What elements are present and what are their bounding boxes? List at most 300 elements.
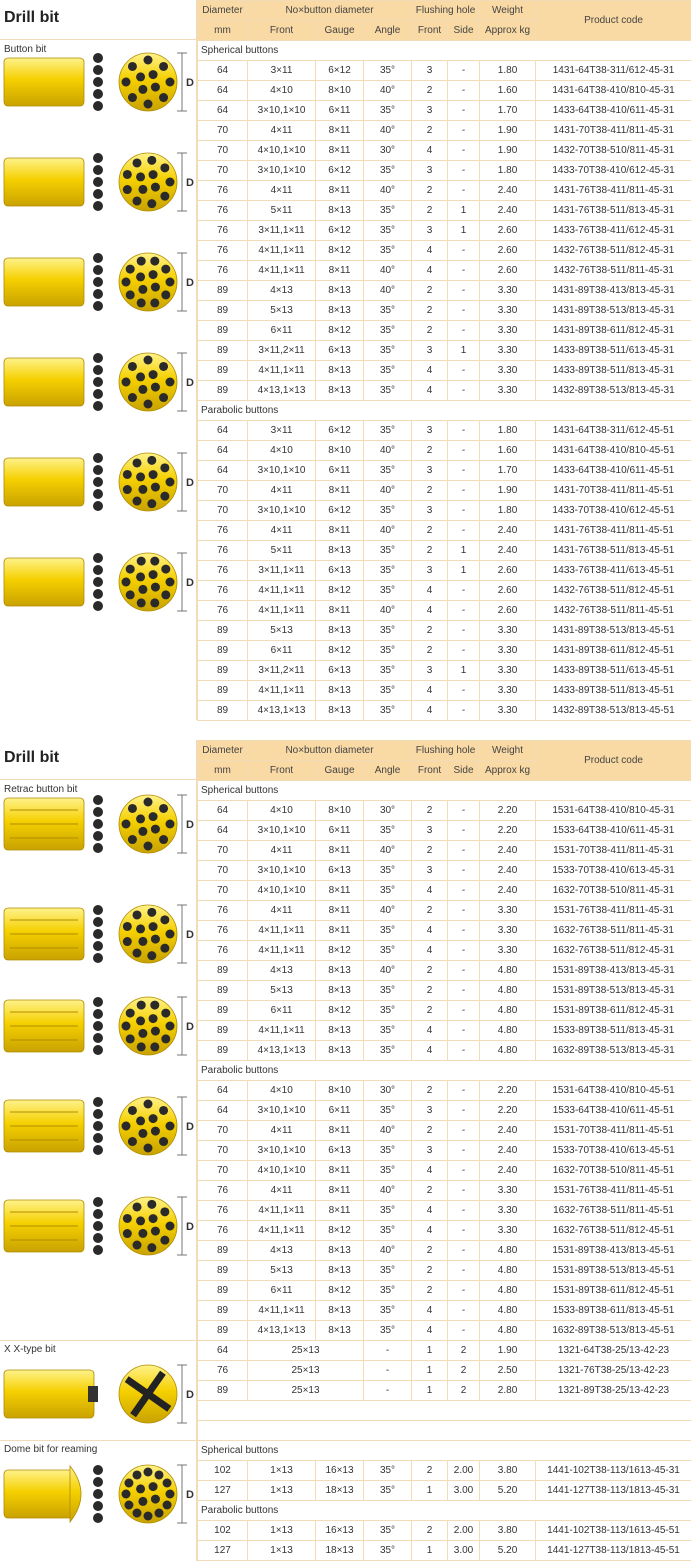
- table-row: [198, 481, 691, 501]
- cell-flush-front: 3: [412, 1101, 448, 1121]
- spec-table: [197, 0, 691, 721]
- cell-gauge: 6×11: [316, 101, 364, 121]
- cell-flush-side: 1: [448, 661, 480, 681]
- cell-diameter: 64: [198, 61, 248, 81]
- table-row: [198, 1001, 691, 1021]
- cell-product-code: 1432-76T38-511/812-45-51: [536, 581, 691, 601]
- group-label: Parabolic buttons: [198, 1501, 691, 1521]
- cell-diameter: 76: [198, 221, 248, 241]
- cell-flush-front: 2: [412, 201, 448, 221]
- cell-gauge: 16×13: [316, 1521, 364, 1541]
- cell-front: 4×11: [248, 1181, 316, 1201]
- table-row: [198, 1241, 691, 1261]
- button-bit-illustration: [0, 782, 196, 866]
- cell-gauge: 8×13: [316, 1301, 364, 1321]
- cell-gauge: 8×10: [316, 801, 364, 821]
- cell-angle: 35°: [364, 381, 412, 401]
- cell-diameter: 89: [198, 1381, 248, 1401]
- cell-diameter: 89: [198, 341, 248, 361]
- cell-front: 4×11,1×11: [248, 361, 316, 381]
- bit-label-retrac: Retrac button bit: [4, 784, 78, 795]
- header-approx-kg: Approx kg: [480, 761, 536, 781]
- cell-angle: -: [364, 1381, 412, 1401]
- cell-product-code: 1431-64T38-311/612-45-51: [536, 421, 691, 441]
- table-row: [198, 381, 691, 401]
- cell-diameter: 89: [198, 281, 248, 301]
- cell-gauge: 8×13: [316, 981, 364, 1001]
- cell-weight: 3.30: [480, 661, 536, 681]
- cell-front: 6×11: [248, 641, 316, 661]
- cell-front: 4×11: [248, 521, 316, 541]
- cell-angle: 35°: [364, 201, 412, 221]
- cell-front: 5×13: [248, 981, 316, 1001]
- cell-product-code: 1433-64T38-410/611-45-51: [536, 461, 691, 481]
- cell-gauge: 8×13: [316, 281, 364, 301]
- table-row: [198, 941, 691, 961]
- cell-angle: 35°: [364, 1201, 412, 1221]
- cell-product-code: 1432-76T38-511/812-45-31: [536, 241, 691, 261]
- cell-weight: 2.60: [480, 601, 536, 621]
- cell-front: 5×11: [248, 201, 316, 221]
- cell-gauge: 6×12: [316, 161, 364, 181]
- cell-front: 4×11: [248, 1121, 316, 1141]
- cell-front-gauge: 25×13: [248, 1381, 364, 1401]
- dimension-label: D: [186, 1121, 194, 1133]
- cell-weight: 3.30: [480, 281, 536, 301]
- cell-angle: 40°: [364, 441, 412, 461]
- button-bit-illustration: [0, 340, 196, 424]
- dimension-label: D: [186, 929, 194, 941]
- cell-flush-side: -: [448, 1281, 480, 1301]
- cell-front: 3×10,1×10: [248, 1141, 316, 1161]
- cell-flush-front: 3: [412, 61, 448, 81]
- cell-gauge: 8×11: [316, 121, 364, 141]
- cell-diameter: 76: [198, 201, 248, 221]
- cell-angle: 35°: [364, 561, 412, 581]
- cell-flush-side: -: [448, 1121, 480, 1141]
- cell-angle: 35°: [364, 101, 412, 121]
- cell-flush-side: -: [448, 181, 480, 201]
- cell-flush-front: 3: [412, 221, 448, 241]
- cell-angle: 35°: [364, 1021, 412, 1041]
- cell-front-gauge: 25×13: [248, 1361, 364, 1381]
- cell-front: 4×11,1×11: [248, 1301, 316, 1321]
- cell-flush-front: 2: [412, 1081, 448, 1101]
- cell-flush-side: 2.00: [448, 1521, 480, 1541]
- cell-flush-side: -: [448, 1301, 480, 1321]
- cell-product-code: 1431-64T38-311/612-45-31: [536, 61, 691, 81]
- cell-flush-side: -: [448, 881, 480, 901]
- cell-diameter: 76: [198, 601, 248, 621]
- cell-weight: 4.80: [480, 1241, 536, 1261]
- cell-diameter: 70: [198, 481, 248, 501]
- cell-diameter: 89: [198, 961, 248, 981]
- section-title-bar: [0, 0, 196, 40]
- cell-flush-front: 2: [412, 981, 448, 1001]
- cell-gauge: 6×13: [316, 561, 364, 581]
- dimension-label: D: [186, 477, 194, 489]
- cell-angle: 40°: [364, 481, 412, 501]
- cell-gauge: 6×11: [316, 461, 364, 481]
- cell-flush-front: 2: [412, 121, 448, 141]
- cell-angle: -: [364, 1361, 412, 1381]
- cell-angle: 30°: [364, 801, 412, 821]
- cell-gauge: 6×13: [316, 341, 364, 361]
- cell-product-code: 1321-89T38-25/13-42-23: [536, 1381, 691, 1401]
- cell-front: 5×13: [248, 1261, 316, 1281]
- cell-weight: 2.60: [480, 561, 536, 581]
- cell-flush-side: -: [448, 101, 480, 121]
- header-diameter: Diameter: [198, 1, 248, 21]
- table-row: [198, 1041, 691, 1061]
- cell-weight: 1.60: [480, 81, 536, 101]
- cell-front: 4×11,1×11: [248, 1021, 316, 1041]
- cell-gauge: 8×13: [316, 1241, 364, 1261]
- cell-product-code: 1433-89T38-511/613-45-51: [536, 661, 691, 681]
- cell-diameter: 70: [198, 1141, 248, 1161]
- cell-angle: 35°: [364, 581, 412, 601]
- divider: [0, 1440, 196, 1441]
- cell-product-code: 1432-89T38-513/813-45-31: [536, 381, 691, 401]
- cell-weight: 3.30: [480, 941, 536, 961]
- table-row: [198, 201, 691, 221]
- table-row: [198, 441, 691, 461]
- cell-angle: 35°: [364, 1281, 412, 1301]
- cell-weight: 2.60: [480, 261, 536, 281]
- cell-weight: 5.20: [480, 1481, 536, 1501]
- cell-flush-side: -: [448, 981, 480, 1001]
- cell-gauge: 8×13: [316, 541, 364, 561]
- button-bit-illustration: [0, 1184, 196, 1268]
- cell-gauge: 8×12: [316, 941, 364, 961]
- cell-weight: 4.80: [480, 1041, 536, 1061]
- cell-front: 4×11,1×11: [248, 681, 316, 701]
- button-bit-illustration: [0, 1084, 196, 1168]
- cell-angle: 35°: [364, 701, 412, 721]
- cell-front: 3×11: [248, 61, 316, 81]
- cell-flush-front: 4: [412, 581, 448, 601]
- cell-angle: 35°: [364, 241, 412, 261]
- cell-diameter: 89: [198, 681, 248, 701]
- cell-front: 1×13: [248, 1461, 316, 1481]
- cell-angle: 40°: [364, 181, 412, 201]
- cell-diameter: 76: [198, 261, 248, 281]
- cell-weight: 3.30: [480, 321, 536, 341]
- cell-flush-front: 3: [412, 821, 448, 841]
- header-flush-side: Side: [448, 761, 480, 781]
- cell-diameter: 70: [198, 881, 248, 901]
- cell-weight: 2.20: [480, 801, 536, 821]
- cell-flush-side: 3.00: [448, 1481, 480, 1501]
- cell-angle: 35°: [364, 1461, 412, 1481]
- cell-angle: 40°: [364, 841, 412, 861]
- cell-front: 3×11,2×11: [248, 341, 316, 361]
- table-row: [198, 961, 691, 981]
- cell-diameter: 127: [198, 1541, 248, 1561]
- cell-front: 3×10,1×10: [248, 161, 316, 181]
- cell-flush-front: 3: [412, 561, 448, 581]
- cell-product-code: 1533-89T38-511/813-45-31: [536, 1021, 691, 1041]
- cell-flush-side: -: [448, 921, 480, 941]
- cell-flush-front: 2: [412, 801, 448, 821]
- cell-flush-front: 1: [412, 1341, 448, 1361]
- cell-angle: 35°: [364, 1101, 412, 1121]
- cell-product-code: 1433-76T38-411/612-45-31: [536, 221, 691, 241]
- table-row: [198, 921, 691, 941]
- table-row: [198, 261, 691, 281]
- cell-product-code: 1531-89T38-611/812-45-31: [536, 1001, 691, 1021]
- cell-front: 1×13: [248, 1541, 316, 1561]
- header-flush-side: Side: [448, 21, 480, 41]
- cell-flush-side: 3.00: [448, 1541, 480, 1561]
- spacer-cell: [198, 1421, 691, 1441]
- cell-flush-side: -: [448, 321, 480, 341]
- cell-flush-front: 2: [412, 1521, 448, 1541]
- section-title-bar: [0, 740, 196, 780]
- cell-flush-front: 4: [412, 1021, 448, 1041]
- cell-product-code: 1431-70T38-411/811-45-31: [536, 121, 691, 141]
- cell-gauge: 8×11: [316, 1161, 364, 1181]
- cell-flush-front: 1: [412, 1541, 448, 1561]
- dimension-label: D: [186, 277, 194, 289]
- header-flushing-hole: Flushing hole: [412, 1, 480, 21]
- cell-flush-front: 4: [412, 921, 448, 941]
- cell-flush-side: -: [448, 1021, 480, 1041]
- spacer-row: [198, 1421, 691, 1441]
- cell-flush-side: -: [448, 381, 480, 401]
- cell-flush-front: 4: [412, 1321, 448, 1341]
- group-label: Spherical buttons: [198, 41, 691, 61]
- cell-flush-side: -: [448, 1001, 480, 1021]
- cell-flush-side: -: [448, 1101, 480, 1121]
- cell-product-code: 1431-76T38-511/813-45-51: [536, 541, 691, 561]
- cell-weight: 4.80: [480, 1301, 536, 1321]
- table-row: [198, 1221, 691, 1241]
- cell-diameter: 76: [198, 901, 248, 921]
- cell-weight: 2.40: [480, 881, 536, 901]
- cell-diameter: 89: [198, 321, 248, 341]
- cell-gauge: 8×13: [316, 1261, 364, 1281]
- cell-weight: 2.40: [480, 861, 536, 881]
- table-row: [198, 621, 691, 641]
- cell-weight: 4.80: [480, 1021, 536, 1041]
- header-weight: Weight: [480, 1, 536, 21]
- cell-diameter: 102: [198, 1461, 248, 1481]
- cell-flush-front: 1: [412, 1481, 448, 1501]
- cell-flush-side: -: [448, 861, 480, 881]
- header-flush-front: Front: [412, 761, 448, 781]
- dimension-label: D: [186, 1021, 194, 1033]
- cell-gauge: 8×11: [316, 181, 364, 201]
- header-front: Front: [248, 761, 316, 781]
- cell-product-code: 1433-89T38-511/813-45-31: [536, 361, 691, 381]
- cell-flush-front: 3: [412, 421, 448, 441]
- cell-gauge: 8×13: [316, 681, 364, 701]
- table-row: [198, 821, 691, 841]
- cell-flush-front: 3: [412, 161, 448, 181]
- cell-flush-front: 2: [412, 1181, 448, 1201]
- cell-gauge: 8×11: [316, 841, 364, 861]
- cell-angle: 40°: [364, 901, 412, 921]
- cell-gauge: 8×12: [316, 1001, 364, 1021]
- table-row: [198, 1481, 691, 1501]
- cell-front: 5×11: [248, 541, 316, 561]
- cell-flush-side: -: [448, 1221, 480, 1241]
- cell-flush-front: 4: [412, 1041, 448, 1061]
- cell-front: 6×11: [248, 1281, 316, 1301]
- cell-diameter: 76: [198, 241, 248, 261]
- cell-product-code: 1632-70T38-510/811-45-31: [536, 881, 691, 901]
- cell-diameter: 76: [198, 561, 248, 581]
- button-bit-illustration: [0, 140, 196, 224]
- cell-diameter: 70: [198, 501, 248, 521]
- cell-flush-side: -: [448, 1201, 480, 1221]
- cell-product-code: 1632-70T38-510/811-45-51: [536, 1161, 691, 1181]
- cell-product-code: 1433-89T38-511/613-45-31: [536, 341, 691, 361]
- cell-product-code: 1431-89T38-611/812-45-51: [536, 641, 691, 661]
- cell-diameter: 64: [198, 801, 248, 821]
- cell-flush-side: -: [448, 421, 480, 441]
- header-front: Front: [248, 21, 316, 41]
- header-gauge: Gauge: [316, 21, 364, 41]
- group-row: [198, 781, 691, 801]
- cell-gauge: 6×12: [316, 221, 364, 241]
- cell-angle: 40°: [364, 1121, 412, 1141]
- cell-flush-side: -: [448, 1321, 480, 1341]
- cell-diameter: 89: [198, 361, 248, 381]
- cell-weight: 2.40: [480, 1121, 536, 1141]
- cell-flush-side: 2: [448, 1381, 480, 1401]
- cell-flush-front: 4: [412, 141, 448, 161]
- cell-angle: 30°: [364, 141, 412, 161]
- cell-weight: 3.30: [480, 301, 536, 321]
- table-row: [198, 301, 691, 321]
- table-row: [198, 1161, 691, 1181]
- table-row: [198, 1461, 691, 1481]
- table-row: [198, 421, 691, 441]
- cell-diameter: 89: [198, 1261, 248, 1281]
- cell-flush-side: -: [448, 801, 480, 821]
- cell-weight: 3.30: [480, 381, 536, 401]
- cell-product-code: 1531-76T38-411/811-45-31: [536, 901, 691, 921]
- cell-gauge: 18×13: [316, 1541, 364, 1561]
- cell-flush-side: 2.00: [448, 1461, 480, 1481]
- cell-flush-front: 2: [412, 521, 448, 541]
- header-angle: Angle: [364, 761, 412, 781]
- header-approx-kg: Approx kg: [480, 21, 536, 41]
- cell-angle: 40°: [364, 281, 412, 301]
- table-row: [198, 801, 691, 821]
- cell-weight: 5.20: [480, 1541, 536, 1561]
- button-bit-illustration: [0, 440, 196, 524]
- cell-flush-side: -: [448, 61, 480, 81]
- cell-diameter: 70: [198, 1161, 248, 1181]
- cell-flush-side: 1: [448, 221, 480, 241]
- table-row: [198, 221, 691, 241]
- cell-angle: 35°: [364, 1261, 412, 1281]
- cell-product-code: 1533-64T38-410/611-45-31: [536, 821, 691, 841]
- header-angle: Angle: [364, 21, 412, 41]
- cell-diameter: 76: [198, 941, 248, 961]
- cell-diameter: 89: [198, 1321, 248, 1341]
- cell-product-code: 1432-89T38-513/813-45-51: [536, 701, 691, 721]
- header-button-diameter: No×button diameter: [248, 741, 412, 761]
- cell-flush-front: 4: [412, 381, 448, 401]
- cell-gauge: 8×11: [316, 1181, 364, 1201]
- cell-flush-front: 4: [412, 1201, 448, 1221]
- dimension-label: D: [186, 1221, 194, 1233]
- cell-product-code: 1321-76T38-25/13-42-23: [536, 1361, 691, 1381]
- cell-weight: 3.80: [480, 1521, 536, 1541]
- cell-product-code: 1433-64T38-410/611-45-31: [536, 101, 691, 121]
- header-row: [198, 1, 691, 21]
- cell-flush-side: -: [448, 1241, 480, 1261]
- cell-flush-front: 3: [412, 341, 448, 361]
- cell-product-code: 1433-70T38-410/612-45-31: [536, 161, 691, 181]
- cell-flush-side: -: [448, 281, 480, 301]
- cell-product-code: 1431-89T38-611/812-45-31: [536, 321, 691, 341]
- cell-product-code: 1531-64T38-410/810-45-51: [536, 1081, 691, 1101]
- cell-weight: 1.90: [480, 1341, 536, 1361]
- cell-angle: 40°: [364, 1181, 412, 1201]
- cell-weight: 3.80: [480, 1461, 536, 1481]
- cell-flush-front: 3: [412, 661, 448, 681]
- cell-diameter: 89: [198, 641, 248, 661]
- cell-weight: 2.20: [480, 821, 536, 841]
- cell-gauge: 8×11: [316, 921, 364, 941]
- header-mm: mm: [198, 761, 248, 781]
- cell-weight: 3.30: [480, 361, 536, 381]
- cell-angle: 35°: [364, 161, 412, 181]
- cell-diameter: 76: [198, 1221, 248, 1241]
- table-row: [198, 181, 691, 201]
- cell-angle: 35°: [364, 921, 412, 941]
- cell-product-code: 1431-76T38-411/811-45-31: [536, 181, 691, 201]
- cell-product-code: 1321-64T38-25/13-42-23: [536, 1341, 691, 1361]
- table-row: [198, 341, 691, 361]
- cell-flush-front: 2: [412, 481, 448, 501]
- cell-front: 3×11: [248, 421, 316, 441]
- cell-front: 1×13: [248, 1481, 316, 1501]
- cell-product-code: 1431-89T38-513/813-45-31: [536, 301, 691, 321]
- divider: [0, 1340, 196, 1341]
- cell-weight: 3.30: [480, 1221, 536, 1241]
- cell-flush-front: 2: [412, 541, 448, 561]
- cell-gauge: 8×12: [316, 241, 364, 261]
- cell-flush-front: 4: [412, 881, 448, 901]
- cell-gauge: 8×13: [316, 301, 364, 321]
- cell-gauge: 8×10: [316, 1081, 364, 1101]
- cell-angle: 35°: [364, 1041, 412, 1061]
- cell-gauge: 8×10: [316, 81, 364, 101]
- dimension-label: D: [186, 1489, 194, 1501]
- cell-gauge: 8×12: [316, 1221, 364, 1241]
- cell-flush-side: -: [448, 501, 480, 521]
- cell-angle: 35°: [364, 61, 412, 81]
- cell-flush-side: -: [448, 1041, 480, 1061]
- dome-bit-illustration: [0, 1452, 196, 1536]
- cell-flush-side: 1: [448, 341, 480, 361]
- cell-flush-side: -: [448, 961, 480, 981]
- cell-angle: 35°: [364, 621, 412, 641]
- bit-label-xtype: X X-type bit: [4, 1344, 56, 1355]
- cell-product-code: 1531-70T38-411/811-45-31: [536, 841, 691, 861]
- cell-weight: 1.80: [480, 421, 536, 441]
- cell-front: 4×11,1×11: [248, 601, 316, 621]
- cell-front: 4×10: [248, 81, 316, 101]
- cell-diameter: 102: [198, 1521, 248, 1541]
- section-title: Drill bit: [4, 749, 60, 766]
